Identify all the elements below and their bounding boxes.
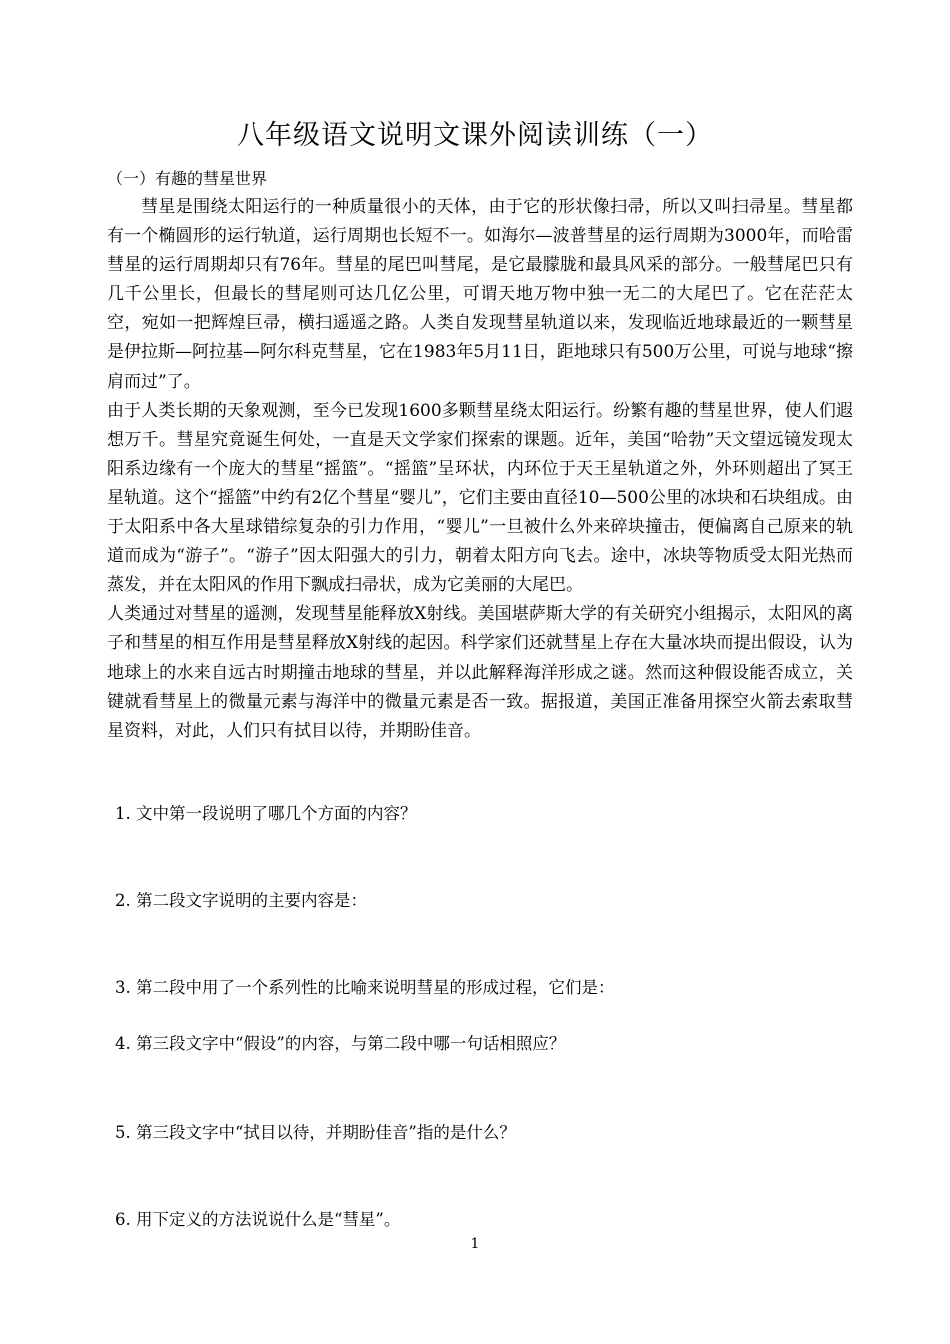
question-5: 5. 第三段文字中“拭目以待，并期盼佳音”指的是什么？ xyxy=(115,1123,516,1142)
question-2: 2. 第二段文字说明的主要内容是： xyxy=(115,891,367,910)
question-3: 3. 第二段中用了一个系列性的比喻来说明彗星的形成过程，它们是： xyxy=(115,978,615,997)
paragraph-1: 彗星是围绕太阳运行的一种质量很小的天体，由于它的形状像扫帚，所以又叫扫帚星。彗星都有一个椭圆形的运行轨道，运行周期也长短不一。如海尔—波普彗星的运行周期为3000年，而哈雷彗星的运行周期却只有76年。彗星的尾巴叫彗尾，是它最朦胧和最具风采的部分。一般彗尾巴只有几千公里长，但最长的彗尾则可达几亿公里，可谓天地万物中独一无二的大尾巴了。它在茫茫太空，宛如一把辉煌巨帚，横扫遥遥之路。人类自发现彗星轨道以来，发现临近地球最近的一颗彗星是伊拉斯—阿拉基—阿尔科克彗星，它在1983年5月11日，距地球只有500万公里，可说与地球“擦肩而过”了。 xyxy=(107,197,853,392)
paragraph-2: 由于人类长期的天象观测，至今已发现1600多颗彗星绕太阳运行。纷繁有趣的彗星世界，使人们遐想万千。彗星究竟诞生何处，一直是天文学家们探索的课题。近年，美国“哈勃”天文望远镜发现太阳系边缘有一个庞大的彗星“摇篮”。“摇篮”呈环状，内环位于天王星轨道之外，外环则超出了冥王星轨道。这个“摇篮”中约有2亿个彗星“婴儿”，它们主要由直径10—500公里的冰块和石块组成。由于太阳系中各大星球错综复杂的引力作用，“婴儿”一旦被什么外来碎块撞击，便偏离自己原来的轨道而成为“游子”。“游子”因太阳强大的引力，朝着太阳方向飞去。途中，冰块等物质受太阳光热而蒸发，并在太阳风的作用下飘成扫帚状，成为它美丽的大尾巴。 xyxy=(107,400,853,596)
section-title: （一）有趣的彗星世界 xyxy=(107,169,268,188)
document-title: 八年级语文说明文课外阅读训练（一） xyxy=(237,120,713,151)
article-body xyxy=(107,193,853,746)
question-4: 4. 第三段文字中“假设”的内容，与第二段中哪一句话相照应？ xyxy=(115,1034,566,1053)
page-number: 1 xyxy=(470,1236,480,1252)
question-1: 1. 文中第一段说明了哪几个方面的内容？ xyxy=(115,804,417,823)
question-6: 6. 用下定义的方法说说什么是“彗星”。 xyxy=(115,1210,401,1229)
paragraph-3: 人类通过对彗星的遥测，发现彗星能释放X射线。美国堪萨斯大学的有关研究小组揭示，太阳风的离子和彗星的相互作用是彗星释放X射线的起因。科学家们还就彗星上存在大量冰块而提出假设，认为地球上的水来自远古时期撞击地球的彗星，并以此解释海洋形成之谜。然而这种假设能否成立，关键就看彗星上的微量元素与海洋中的微量元素是否一致。据报道，美国正准备用探空火箭去索取彗星资料，对此，人们只有拭目以待，并期盼佳音。 xyxy=(107,604,853,741)
